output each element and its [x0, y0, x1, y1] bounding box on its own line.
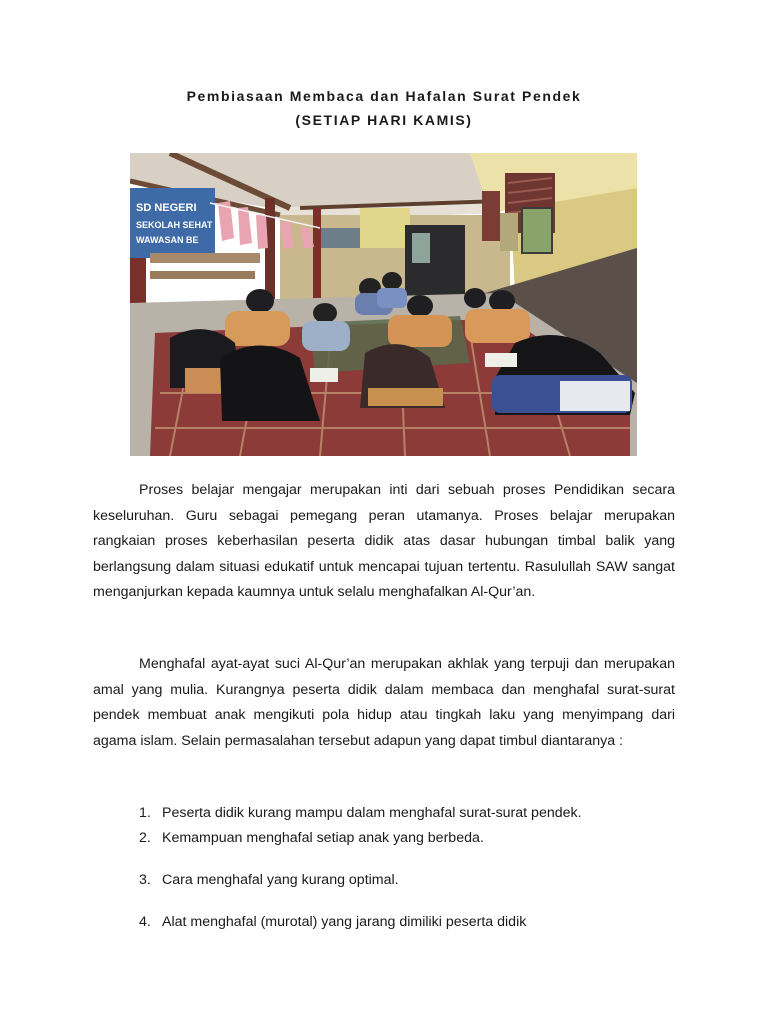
list-text: Alat menghafal (murotal) yang jarang dimiliki peserta didik	[162, 914, 527, 930]
banner-line-2: SEKOLAH SEHAT	[136, 220, 213, 230]
document-subtitle: (SETIAP HARI KAMIS)	[295, 112, 473, 128]
document-title: Pembiasaan Membaca dan Hafalan Surat Pendek	[186, 88, 582, 104]
paragraph-2-text: Menghafal ayat-ayat suci Al-Qur’an merupakan akhlak yang terpuji dan merupakan amal yang mulia. Kurangnya peserta didik dalam membaca dan menghafal surat-surat pendek membuat anak mengikuti pola hidup atau tingkah laku yang menyimpang dari agama islam. Selain permasalahan tersebut adapun yang dapat timbul diantaranya :	[93, 656, 675, 749]
list-number: 4.	[139, 914, 151, 930]
paragraph-2	[93, 652, 675, 754]
banner-line-3: WAWASAN BE	[136, 235, 199, 245]
list-item	[139, 912, 526, 932]
paragraph-1	[93, 478, 675, 606]
list-text: Kemampuan menghafal setiap anak yang berbeda.	[162, 830, 484, 846]
list-item	[139, 803, 582, 823]
paragraph-1-text: Proses belajar mengajar merupakan inti dari sebuah proses Pendidikan secara keseluruhan. Guru sebagai pemegang peran utamanya. Proses belajar merupakan rangkaian proses keberhasilan peserta didik atas dasar hubungan timbal balik yang berlangsung dalam situasi edukatif untuk mencapai tujuan tertentu. Rasulullah SAW sangat menganjurkan kepada kaumnya untuk selalu menghafalkan Al-Qur’an.	[93, 482, 675, 600]
list-number: 3.	[139, 872, 151, 888]
banner-line-1: SD NEGERI	[136, 202, 197, 214]
list-item	[139, 828, 484, 848]
list-number: 2.	[139, 830, 151, 846]
classroom-photo	[130, 153, 637, 456]
list-item	[139, 870, 399, 890]
list-text: Peserta didik kurang mampu dalam menghafal surat-surat pendek.	[162, 805, 582, 821]
list-text: Cara menghafal yang kurang optimal.	[162, 872, 399, 888]
list-number: 1.	[139, 805, 151, 821]
